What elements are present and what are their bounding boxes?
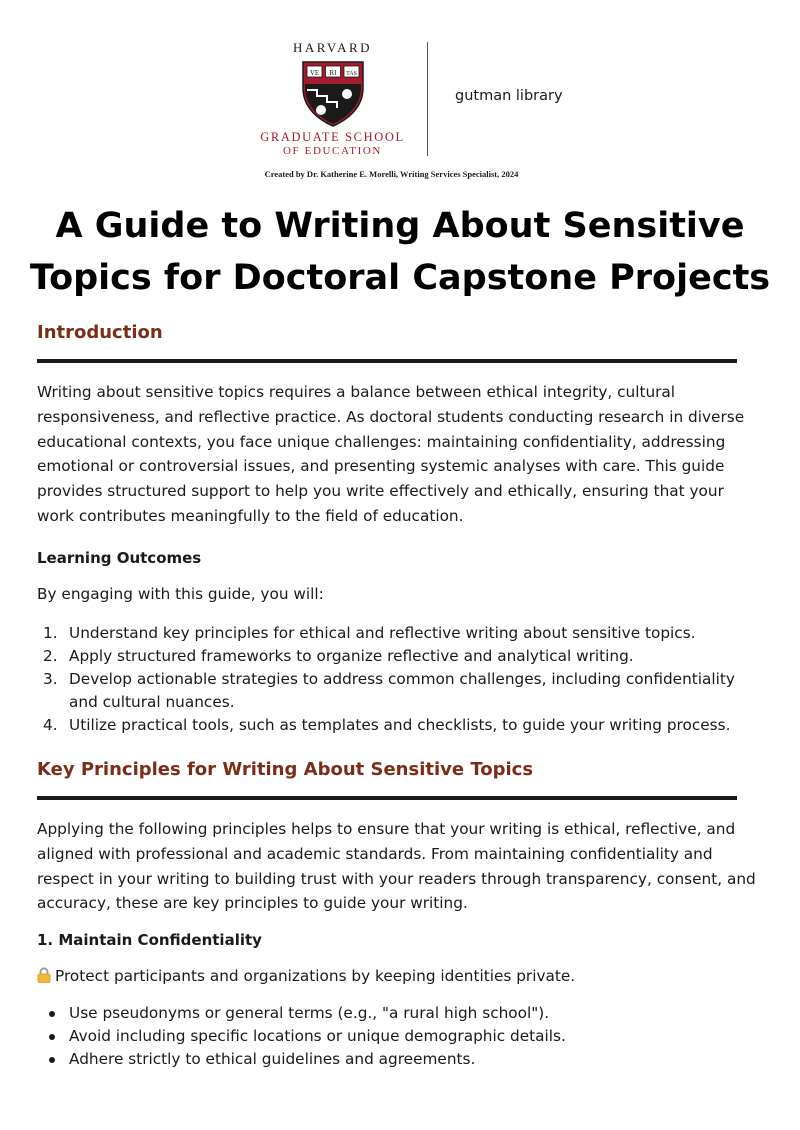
harvard-wordmark: HARVARD — [292, 40, 373, 55]
list-item-text: and cultural nuances. — [69, 692, 235, 711]
page-title — [20, 200, 780, 304]
list-item-text: Develop actionable strategies to address common challenges, including confidentiality — [69, 669, 735, 688]
confidentiality-lead-text: Protect participants and organizations by keeping identities private. — [55, 967, 576, 986]
introduction-section — [37, 322, 763, 529]
paragraph-line: responsiveness, and reflective practice. As doctoral students conducting research in diverse — [37, 407, 745, 426]
list-item — [37, 622, 763, 645]
list-item-text: Avoid including specific locations or unique demographic details. — [69, 1026, 566, 1045]
paragraph-line: provides structured support to help you write effectively and ethically, ensuring that your — [37, 482, 724, 501]
list-item — [37, 1025, 763, 1048]
title-line-1: A Guide to Writing About Sensitive — [55, 206, 745, 246]
list-item — [37, 1002, 763, 1025]
introduction-paragraph — [37, 380, 763, 529]
lock-icon — [37, 967, 51, 983]
key-principles-heading: Key Principles for Writing About Sensitive Topics — [37, 759, 534, 780]
list-number: 2. — [43, 646, 58, 665]
school-name-line1: GRADUATE SCHOOL — [260, 130, 405, 144]
paragraph-line: educational contexts, you face unique challenges: maintaining confidentiality, addressing — [37, 432, 726, 451]
confidentiality-heading: 1. Maintain Confidentiality — [37, 931, 262, 950]
paragraph-line: Applying the following principles helps to ensure that your writing is ethical, reflective, and — [37, 820, 736, 838]
list-item-text: Use pseudonyms or general terms (e.g., "a rural high school"). — [69, 1003, 550, 1022]
key-principles-section — [37, 759, 763, 1071]
shield-motto-3: TAS — [345, 71, 357, 77]
bullet-icon — [49, 1011, 55, 1017]
list-number: 4. — [43, 715, 58, 734]
paragraph-line: work contributes meaningfully to the field of education. — [37, 506, 464, 525]
paragraph-line: accuracy, these are key principles to guide your writing. — [37, 894, 468, 913]
bullet-icon — [49, 1057, 55, 1063]
section-rule — [37, 359, 737, 363]
confidentiality-lead — [37, 964, 763, 989]
shield-motto-1: VE — [309, 69, 319, 77]
learning-outcomes-list — [37, 622, 763, 737]
list-item — [37, 714, 763, 737]
list-item — [37, 645, 763, 668]
harvard-gse-logo — [250, 38, 415, 157]
school-name-line2: OF EDUCATION — [283, 145, 382, 157]
paragraph-line: emotional or controversial issues, and presenting systemic analyses with care. This guide — [37, 457, 725, 476]
learning-outcomes-heading: Learning Outcomes — [37, 549, 202, 567]
list-item — [37, 1048, 763, 1071]
author-credit: Created by Dr. Katherine E. Morelli, Writing Services Specialist, 2024 — [264, 169, 519, 179]
confidentiality-bullets — [37, 1002, 763, 1071]
list-item-text: Apply structured frameworks to organize reflective and analytical writing. — [69, 646, 634, 665]
shield-motto-2: RI — [329, 69, 336, 77]
list-number: 1. — [43, 623, 58, 642]
list-number: 3. — [43, 669, 58, 688]
header-divider — [427, 42, 428, 156]
library-name: gutman library — [455, 88, 563, 104]
list-item-text: Understand key principles for ethical and reflective writing about sensitive topics. — [69, 623, 696, 642]
learning-outcomes-section — [37, 549, 763, 737]
list-item-text: Utilize practical tools, such as templates and checklists, to guide your writing process. — [69, 715, 731, 734]
title-line-2: Topics for Doctoral Capstone Projects — [29, 258, 771, 298]
paragraph-line: respect in your writing to building trust with your readers through transparency, consent, and — [37, 869, 756, 888]
list-item — [37, 668, 763, 714]
key-principles-paragraph — [37, 817, 763, 916]
paragraph-line: aligned with professional and academic standards. From maintaining confidentiality and — [37, 844, 713, 863]
shield-icon — [301, 60, 365, 128]
list-item-text: Adhere strictly to ethical guidelines and agreements. — [69, 1049, 476, 1068]
learning-outcomes-lead: By engaging with this guide, you will: — [37, 585, 324, 603]
introduction-heading: Introduction — [37, 322, 163, 343]
paragraph-line: Writing about sensitive topics requires a balance between ethical integrity, cultural — [37, 383, 676, 401]
section-rule — [37, 796, 737, 800]
bullet-icon — [49, 1034, 55, 1040]
